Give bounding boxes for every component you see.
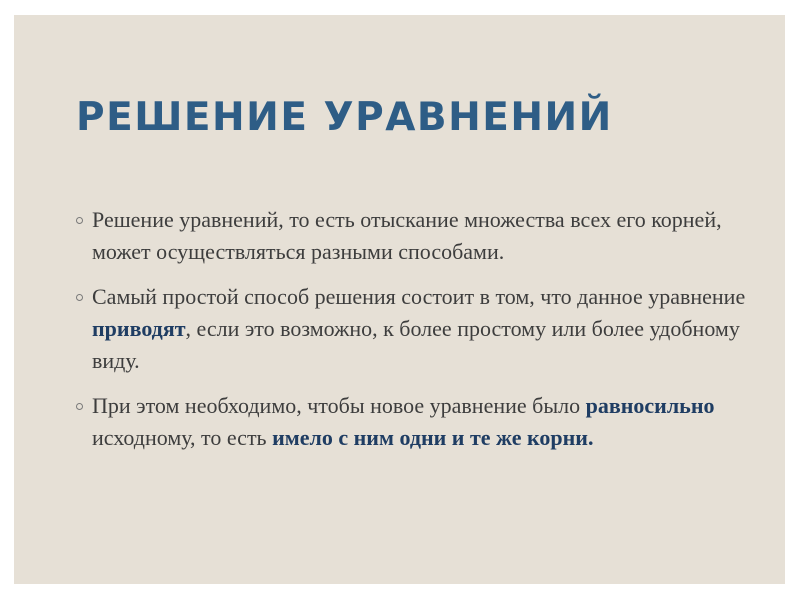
circle-bullet-icon [76,217,83,224]
emphasis-text: имело с ним одни и те же корни. [272,425,594,450]
bullet-text: При этом необходимо, чтобы новое уравнение было [92,393,586,418]
slide-title: РЕШЕНИЕ УРАВНЕНИЙ [76,95,613,140]
bullet-text: Решение уравнений, то есть отыскание множества всех его корней, может осуществляться разными способами. [92,207,722,264]
circle-bullet-icon [76,403,83,410]
bullet-item-1 [76,204,766,268]
slide [14,15,785,584]
bullet-item-3 [76,390,766,454]
bullet-text: , если это возможно, к более простому или более удобному виду. [92,316,740,373]
circle-bullet-icon [76,294,83,301]
emphasis-text: приводят [92,316,186,341]
bullet-text: исходному, то есть [92,425,273,450]
bullet-text: Самый простой способ решения состоит в том, что данное уравнение [92,284,746,309]
bullet-item-2 [76,281,766,377]
emphasis-text: равносильно [585,393,715,418]
bullet-list [76,204,766,467]
